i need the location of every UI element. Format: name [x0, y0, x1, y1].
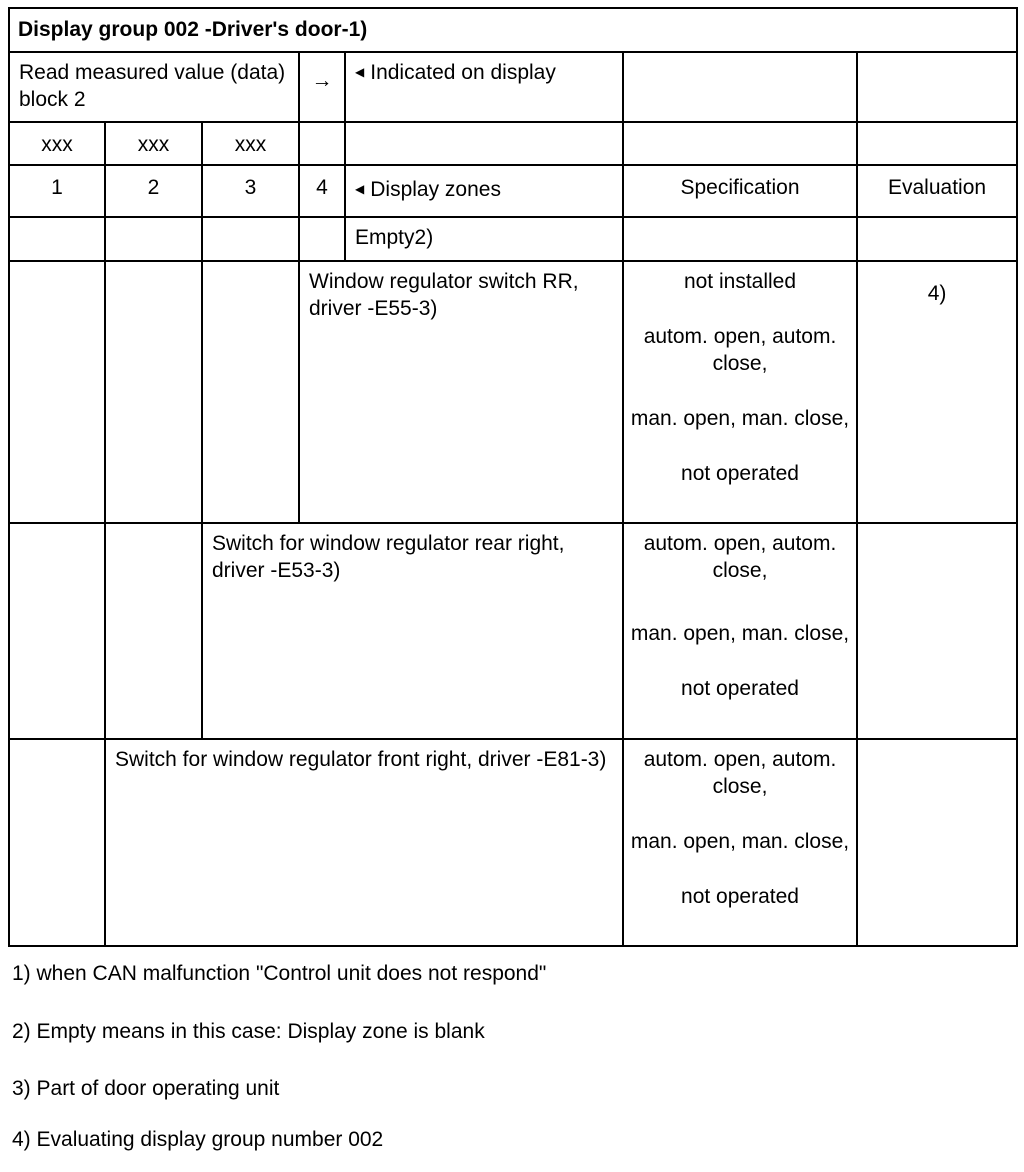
empty-row-spec [623, 217, 857, 261]
row3-evaluation [857, 523, 1017, 739]
spec-item: not operated [681, 462, 799, 485]
table-title: Display group 002 -Driver's door-1) [9, 8, 1017, 52]
zone-number-4: 4 [299, 165, 345, 217]
row3-specs [623, 523, 857, 739]
spec-item: autom. open, autom. close, [643, 325, 837, 375]
footnote-4: 4) Evaluating display group number 002 [12, 1128, 384, 1151]
display-zones-text: Display zones [370, 178, 501, 201]
spec-item: man. open, man. close, [630, 622, 850, 645]
row4-specs [623, 261, 857, 523]
zone-number-3: 3 [202, 165, 299, 217]
row4-c2 [105, 261, 202, 523]
triangle-left-icon: ◀ [355, 65, 365, 79]
empty-row-eval [857, 217, 1017, 261]
row3-c1 [9, 523, 105, 739]
row4-evaluation: 4) [857, 261, 1017, 523]
evaluation-header: Evaluation [857, 165, 1017, 217]
spec-item: not installed [683, 270, 797, 293]
empty-row-c2 [105, 217, 202, 261]
arrow-icon: → [299, 52, 345, 122]
display-group-table [8, 7, 1018, 947]
specification-header: Specification [623, 165, 857, 217]
row4-c1 [9, 261, 105, 523]
spec-blank [623, 52, 857, 122]
row3-label: Switch for window regulator rear right, driver -E53-3) [202, 523, 623, 739]
empty-row-c4 [299, 217, 345, 261]
row3-c2 [105, 523, 202, 739]
xxx-zone-4 [299, 122, 345, 165]
triangle-left-icon: ◀ [355, 182, 365, 196]
row4-c3 [202, 261, 299, 523]
spec-item: autom. open, autom. close, [643, 532, 837, 582]
zone-number-2: 2 [105, 165, 202, 217]
xxx-eval-blank [857, 122, 1017, 165]
indicated-text: Indicated on display [370, 61, 556, 84]
footnote-3: 3) Part of door operating unit [12, 1077, 280, 1100]
spec-item: man. open, man. close, [630, 830, 850, 853]
row4-label: Window regulator switch RR, driver -E55-3) [299, 261, 623, 523]
xxx-zone-2: xxx [105, 122, 202, 165]
row2-label: Switch for window regulator front right, driver -E81-3) [105, 739, 623, 946]
eval-blank [857, 52, 1017, 122]
display-zones-label [345, 165, 623, 217]
zone-number-1: 1 [9, 165, 105, 217]
row2-evaluation [857, 739, 1017, 946]
row2-specs [623, 739, 857, 946]
xxx-spec-blank [623, 122, 857, 165]
xxx-zone-3: xxx [202, 122, 299, 165]
xxx-blank [345, 122, 623, 165]
xxx-zone-1: xxx [9, 122, 105, 165]
read-measured-label: Read measured value (data) block 2 [9, 52, 299, 122]
footnote-1: 1) when CAN malfunction "Control unit does not respond" [12, 962, 547, 985]
empty-row-c3 [202, 217, 299, 261]
row2-c1 [9, 739, 105, 946]
footnote-2: 2) Empty means in this case: Display zone is blank [12, 1020, 485, 1043]
spec-item: not operated [681, 677, 799, 700]
empty-zone-label: Empty2) [345, 217, 623, 261]
indicated-on-display-label [345, 52, 623, 122]
spec-item: autom. open, autom. close, [643, 748, 837, 798]
spec-item: man. open, man. close, [630, 407, 850, 430]
empty-row-c1 [9, 217, 105, 261]
spec-item: not operated [681, 885, 799, 908]
